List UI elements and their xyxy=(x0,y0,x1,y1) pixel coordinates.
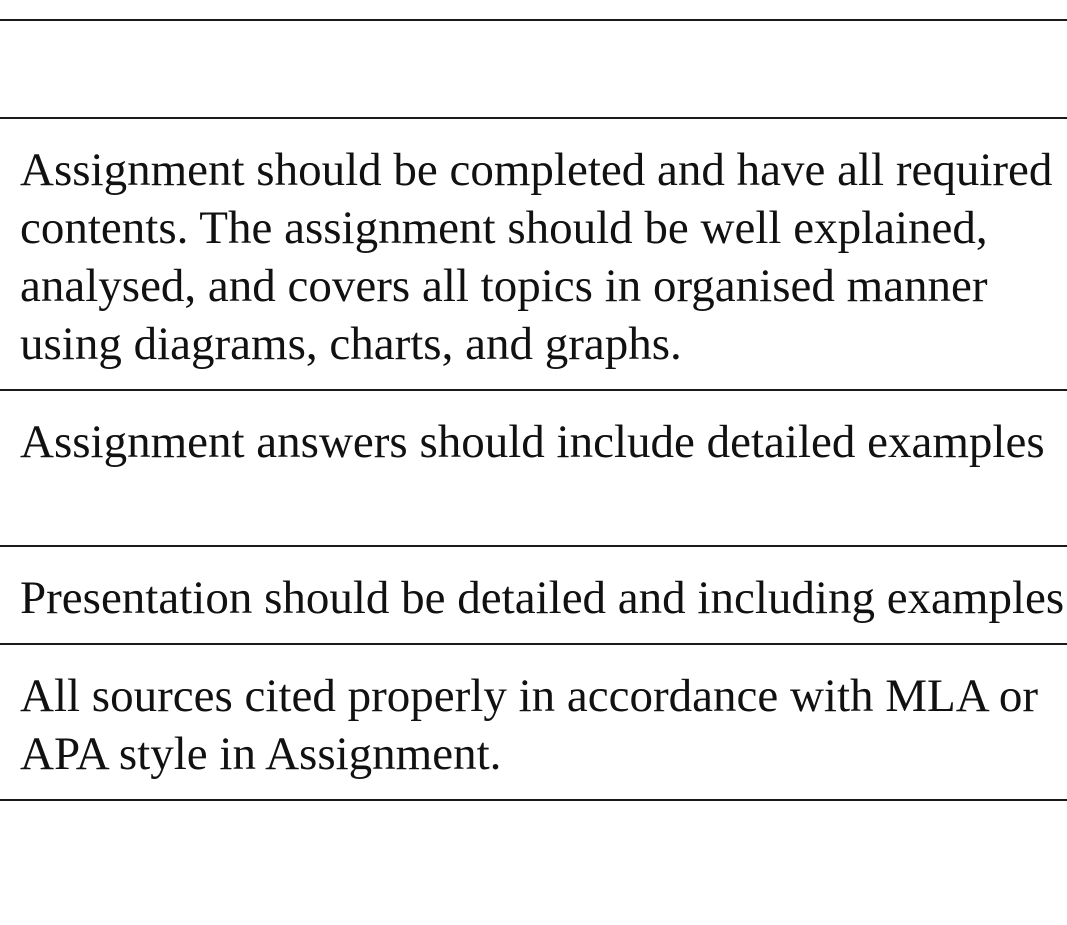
table-cell-text: Assignment should be completed and have all required contents. The assignment should be well explained, analysed, and covers all topics in organised manner using diagrams, charts, and graphs. xyxy=(20,144,1053,370)
table-cell-text: Presentation should be detailed and including examples xyxy=(20,572,1065,624)
table-divider xyxy=(0,643,1067,645)
table-divider xyxy=(0,545,1067,547)
table-border-top xyxy=(0,19,1067,21)
table-border-bottom xyxy=(0,799,1067,801)
table-cell-text: Assignment answers should include detailed examples xyxy=(20,416,1045,468)
table-divider xyxy=(0,389,1067,391)
table-divider xyxy=(0,117,1067,119)
table-cell-text: All sources cited properly in accordance with MLA or APA style in Assignment. xyxy=(20,670,1039,780)
